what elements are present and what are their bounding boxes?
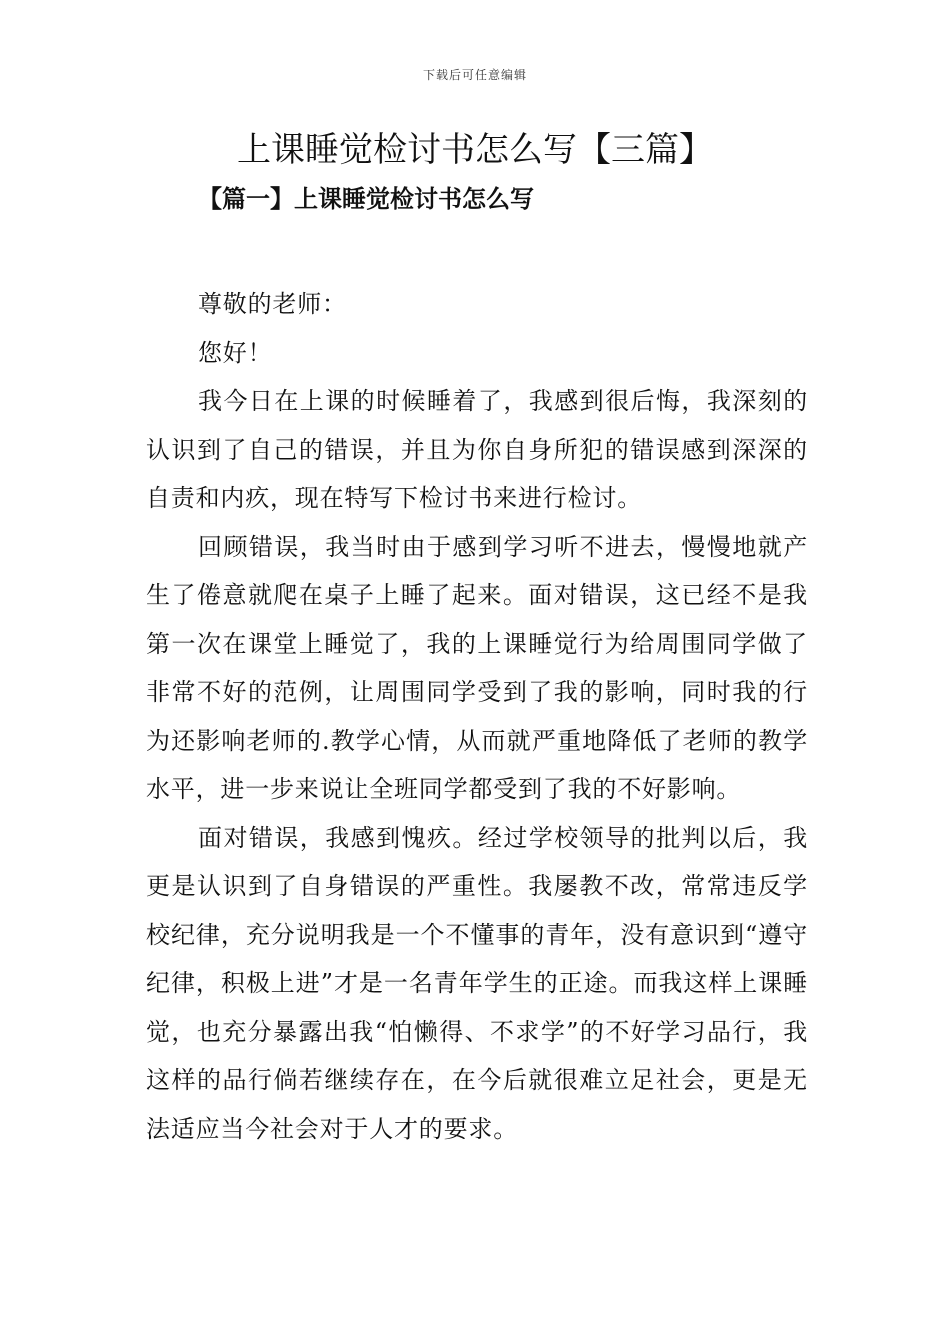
- body-paragraph: 我今日在上课的时候睡着了，我感到很后悔，我深刻的认识到了自己的错误，并且为你自身所犯的错误感到深深的自责和内疚，现在特写下检讨书来进行检讨。: [146, 387, 808, 512]
- body-paragraph: 回顾错误，我当时由于感到学习听不进去，慢慢地就产生了倦意就爬在桌子上睡了起来。面对错误，这已经不是我第一次在课堂上睡觉了，我的上课睡觉行为给周围同学做了非常不好的范例，让周围同学受到了我的影响，同时我的行为还影响老师的.教学心情，从而就严重地降低了老师的教学水平，进一步来说让全班同学都受到了我的不好影响。: [146, 532, 808, 803]
- document-title: 上课睡觉检讨书怎么写【三篇】: [237, 130, 713, 170]
- body-paragraph: 面对错误，我感到愧疚。经过学校领导的批判以后，我更是认识到了自身错误的严重性。我屡教不改，常常违反学校纪律，充分说明我是一个不懂事的青年，没有意识到“遵守纪律，积极上进”才是一名青年学生的正途。而我这样上课睡觉，也充分暴露出我“怕懒得、不求学”的不好学习品行，我这样的品行倘若继续存在，在今后就很难立足社会，更是无法适应当今社会对于人才的要求。: [146, 823, 808, 1143]
- section-heading: 【篇一】上课睡觉检讨书怎么写: [198, 184, 534, 213]
- salutation: 尊敬的老师：: [198, 290, 347, 318]
- greeting: 您好！: [198, 338, 273, 367]
- header-note: 下载后可任意编辑: [422, 68, 527, 82]
- letter-body: [146, 280, 808, 1153]
